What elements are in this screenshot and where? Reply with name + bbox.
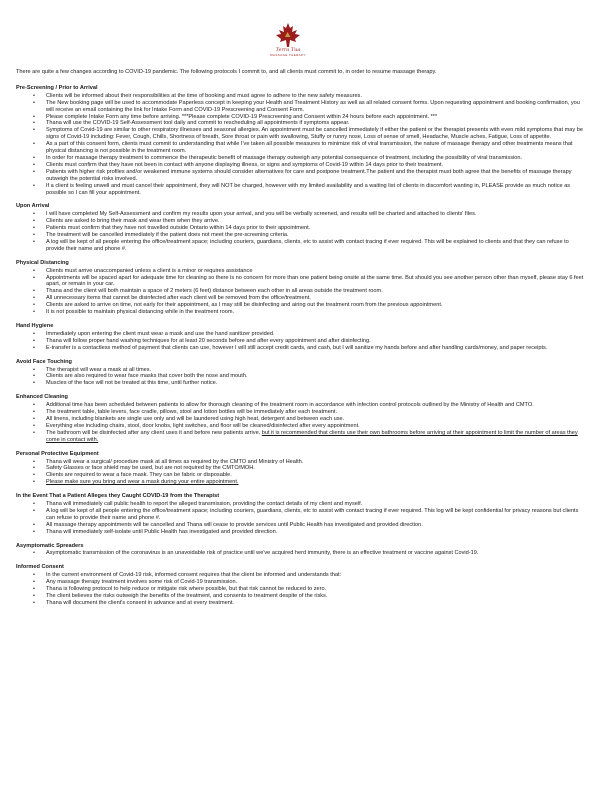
- list-item-text: All linens, including blankets are single use only and will be laundered using high heat, detergent and between each use.: [46, 415, 345, 422]
- section: [16, 451, 588, 487]
- list-item: [16, 345, 588, 352]
- list-item-text: Clients are required to wear a face mask. They can be fabric or disposable.: [46, 472, 232, 479]
- list-item-underlined-text: Please make sure you bring and wear a mask during your entire appointment.: [46, 479, 239, 486]
- list-item-text: Safety Glasses or face shield may be used, but are not required by the CMTO/MOH.: [46, 465, 255, 472]
- list-item-text: Clients will be informed about their responsibilities at the time of booking and must agree to adhere to the new safety measures.: [46, 92, 362, 99]
- bullet-list: [16, 268, 588, 316]
- list-item: [16, 529, 588, 536]
- list-item: [16, 114, 588, 121]
- section: [16, 493, 588, 535]
- list-item: [16, 380, 588, 387]
- list-item: [16, 239, 588, 253]
- list-item: [16, 522, 588, 529]
- section: [16, 564, 588, 606]
- bullet-list: [16, 501, 588, 536]
- list-item: [16, 169, 588, 183]
- list-item-text: Thana and the client will both maintain a space of 2 meters (6 feet) distance between each other in all areas outside the treatment room.: [46, 288, 383, 295]
- list-item-text: In order for massage therapy treatment to commence the therapeutic benefit of massage therapy outweigh any potential consequence of treatment, including the possibility of viral transmission.: [46, 154, 523, 161]
- bullet-list: [16, 211, 588, 252]
- logo-name: Terra Tua: [275, 47, 301, 53]
- list-item-text: In the current environment of Covid-19 risk, informed consent requires that the client be informed and understands that:: [46, 572, 342, 579]
- list-item-text: Any massage therapy treatment involves some risk of Covid-19 transmission.: [46, 579, 238, 586]
- list-item: [16, 100, 588, 114]
- list-item-text: Asymptomatic transmission of the coronavirus is an unavoidable risk of practice until we've acquired herd immunity, there is an effective treatment or vaccine against Covid-19.: [46, 550, 479, 557]
- list-item: [16, 288, 588, 295]
- section-title: Enhanced Cleaning: [16, 394, 68, 401]
- list-item-text: Clients must arrive unaccompanied unless a client is a minor or requires assistance: [46, 267, 253, 274]
- section: [16, 394, 588, 443]
- logo-subtitle: MASSAGE THERAPY: [270, 53, 306, 57]
- list-item: [16, 465, 588, 472]
- list-item-text: E-transfer is a contactless method of payment that clients can use, however I will still accept credit cards, and cash, but I will sanitize my hands before and after handling cards/money, and paper receipts.: [46, 344, 548, 351]
- list-item-text: All massage therapy appointments will be cancelled and Thana will cease to provide services until Public Health has investigated and provided direction.: [46, 521, 423, 528]
- list-item: [16, 127, 588, 141]
- list-item-text: Thana will wear a surgical/ procedure mask at all times as required by the CMTO and Ministry of Health.: [46, 458, 304, 465]
- list-item-text: Thana will use the COVID-19 Self-Assessment tool daily and commit to rescheduling all appointments if symptoms appear.: [46, 120, 350, 127]
- list-item: [16, 93, 588, 100]
- section: [16, 323, 588, 352]
- list-item: [16, 268, 588, 275]
- list-item: [16, 373, 588, 380]
- list-item: [16, 501, 588, 508]
- brand-logo: [268, 22, 308, 62]
- list-item-text: The bathroom will be disinfected after any client uses it and before new patients arrive,: [46, 429, 262, 436]
- list-item: [16, 579, 588, 586]
- list-item: [16, 572, 588, 579]
- list-item: [16, 295, 588, 302]
- list-item-text: Clients are also required to wear face masks that cover both the nose and mouth.: [46, 373, 248, 380]
- list-item-text: The New booking page will be used to accommodate Paperless concept in keeping your Health and Treatment History as well as all related consent forms. Upon requesting appointment and booking confirmation, you will receive an email containing the link for Intake Form and COVID-19 Prescreening and Consent Form.: [46, 99, 580, 113]
- list-item-text: It is not possible to maintain physical distancing while in the treatment room.: [46, 309, 235, 316]
- section-title: Personal Protective Equipment: [16, 450, 99, 457]
- intro-paragraph: There are quite a few changes according to COVID-19 pandemic. The following protocols I commit to, and all clients must commit to, in order to resume massage therapy.: [16, 69, 437, 75]
- list-item: [16, 600, 588, 607]
- list-item-text: Thana is following protocol to help reduce or mitigate risk where possible, but that risk cannot be reduced to zero.: [46, 586, 327, 593]
- section: [16, 203, 588, 252]
- list-item-text: As a part of this consent form, clients must commit to understanding that while I've taken all possible measures to minimize risk of viral transmission, the nature of massage therapy and other treatments means that physical distancing is not possible in the treatment room.: [46, 141, 573, 155]
- section-title: Asymptomatic Spreaders: [16, 542, 84, 549]
- list-item-text: The client believes the risks outweigh the benefits of the treatment, and consents to treatment despite of the risks.: [46, 593, 328, 599]
- list-item: [16, 423, 588, 430]
- section: [16, 359, 588, 388]
- list-item: [16, 225, 588, 232]
- bullet-list: [16, 331, 588, 352]
- list-item: [16, 183, 588, 197]
- list-item-underlined-text: but it is recommended that clients use their own bathrooms before arriving at their appointment to limit the number of areas they come in contact with.: [46, 429, 578, 443]
- list-item: [16, 211, 588, 218]
- list-item-text: A log will be kept of all people entering the office/treatment space; including couriers, guardians, clients, etc to assist with contact tracing if ever required. This log will be kept confidential for privacy reasons but clients can refuse to provide their name and phone #.: [46, 507, 579, 521]
- list-item: [16, 141, 588, 155]
- list-item: [16, 416, 588, 423]
- list-item-text: Clients are asked to bring their mask and wear them when they arrive.: [46, 218, 220, 225]
- list-item: [16, 338, 588, 345]
- bullet-list: [16, 402, 588, 443]
- section-title: Physical Distancing: [16, 259, 69, 266]
- bullet-list: [16, 93, 588, 197]
- list-item: [16, 302, 588, 309]
- section-title: Informed Consent: [16, 564, 64, 571]
- section: [16, 260, 588, 316]
- list-item-text: A log will be kept of all people entering the office/treatment space; including couriers, guardians, clients, etc to assist with contact tracing if ever required. This will be explained to clients and that they can refuse to provide their name and phone #.: [46, 238, 569, 252]
- list-item: [16, 120, 588, 127]
- list-item-text: I will have completed My Self-Assessment and confirm my results upon your arrival, and you will be verbally screened, and results will be charted and attached to clients' files.: [46, 211, 477, 218]
- list-item-text: Thana will immediately call public health to report the alleged transmission, providing the contact details of my client and myself.: [46, 501, 363, 508]
- list-item-text: The therapist will wear a mask at all times.: [46, 366, 152, 373]
- list-item-text: Thana will immediately self-isolate until Public Health has investigated and provided direction.: [46, 528, 278, 535]
- list-item-text: Patients with higher risk profiles and/or weakened immune systems should consider alternatives for care and postpone treatment.The patient and the therapist must both agree that the benefits of massage therapy outweigh the potential risks involved.: [46, 168, 572, 182]
- section-title: In the Event That a Patient Alleges they Caught COVID-19 from the Therapist: [16, 493, 220, 500]
- document-body: [16, 69, 588, 614]
- list-item: [16, 331, 588, 338]
- list-item-text: The treatment table, table levers, face cradle, pillows, stool and lotion bottles will be immediately after each treatment.: [46, 409, 338, 416]
- bullet-list: [16, 459, 588, 487]
- list-item-text: The treatment will be cancelled immediately if the patient does not meet the pre-screening criteria.: [46, 232, 289, 239]
- list-item: [16, 479, 588, 486]
- list-item: [16, 155, 588, 162]
- bullet-list: [16, 367, 588, 388]
- bullet-list: [16, 572, 588, 607]
- list-item: [16, 275, 588, 289]
- list-item-text: Additional time has been scheduled between patients to allow for thorough cleaning of the treatment room in accordance with infection control protocols outlined by the Ministry of Health and CMTO.: [46, 402, 534, 409]
- list-item: [16, 472, 588, 479]
- section-title: Avoid Face Touching: [16, 358, 72, 365]
- section-title: Upon Arrival: [16, 203, 50, 210]
- list-item: [16, 550, 588, 557]
- list-item: [16, 367, 588, 374]
- list-item-text: If a client is feeling unwell and must cancel their appointment, they will NOT be charged, however with my limited availability and a waiting list of clients in discomfort wanting in, PLEASE provide as much notice as possible so I can fill your appointment.: [46, 182, 571, 196]
- list-item: [16, 309, 588, 316]
- section: [16, 543, 588, 558]
- list-item: [16, 162, 588, 169]
- list-item-text: Everything else including chairs, stool, door knobs, light switches, and floor will be cleaned/disinfected after every appointment.: [46, 422, 360, 429]
- section-title: Hand Hygiene: [16, 323, 54, 329]
- list-item-text: All unnecessary items that cannot be disinfected after each client will be removed from the office/treatment.: [46, 295, 311, 302]
- list-item-text: Thana will document the client's consent in advance and at every treatment.: [46, 599, 234, 606]
- list-item-text: Immediately upon entering the client must wear a mask and use the hand sanitizer provided.: [46, 330, 275, 337]
- list-item-text: Patients must confirm that they have not travelled outside Ontario within 14 days prior to their appointment.: [46, 225, 311, 232]
- list-item: [16, 232, 588, 239]
- list-item: [16, 508, 588, 522]
- bullet-list: [16, 550, 588, 557]
- list-item-text: Thana will follow proper hand washing techniques for at least 20 seconds before and after every appointment and after disinfecting.: [46, 337, 371, 344]
- list-item-text: Muscles of the face will not be treated at this time, until further notice.: [46, 380, 218, 387]
- list-item: [16, 430, 588, 444]
- list-item: [16, 459, 588, 466]
- list-item-text: Please complete Intake Form any time before arriving. ***Please complete COVID-19 Prescreening and Consent within 24 hours before each appointment. ***: [46, 113, 438, 120]
- list-item-text: Clients are asked to arrive on time, not early for their appointment, as I may still be disinfecting and airing out the treatment room from the previous appointment.: [46, 302, 443, 309]
- list-item-text: Appointments will be spaced apart for adequate time for cleaning so there is no concern for more than one patient being onsite at the same time. But should you see another person other than myself, please stay 6 feet apart, or remain in your car.: [46, 274, 584, 288]
- list-item: [16, 409, 588, 416]
- section: [16, 85, 588, 197]
- list-item-text: Clients must confirm that they have not been in contact with anyone displaying illness, or signs and symptoms of Covid-19 within 14 days prior to their treatment.: [46, 161, 444, 168]
- section-title: Pre-Screening / Prior to Arrival: [16, 84, 98, 91]
- maple-leaf-icon: [273, 22, 303, 50]
- list-item-text: Symptoms of Covid-19 are similar to other respiratory illnesses and seasonal allergies. An appointment must be cancelled immediately if either the patient or the therapist presents with even mild symptoms that may be signs of Covid-19 including: Fever, Cough, Chills, Shortness of breath, Sore throat or pain with swallowing, Stuffy or runny nose, Loss of sense of smell, Headache, Muscle aches, Fatigue, Loss of appetite.: [46, 127, 583, 141]
- list-item: [16, 402, 588, 409]
- list-item: [16, 218, 588, 225]
- list-item: [16, 586, 588, 593]
- sections-container: [16, 85, 588, 607]
- list-item: [16, 593, 588, 600]
